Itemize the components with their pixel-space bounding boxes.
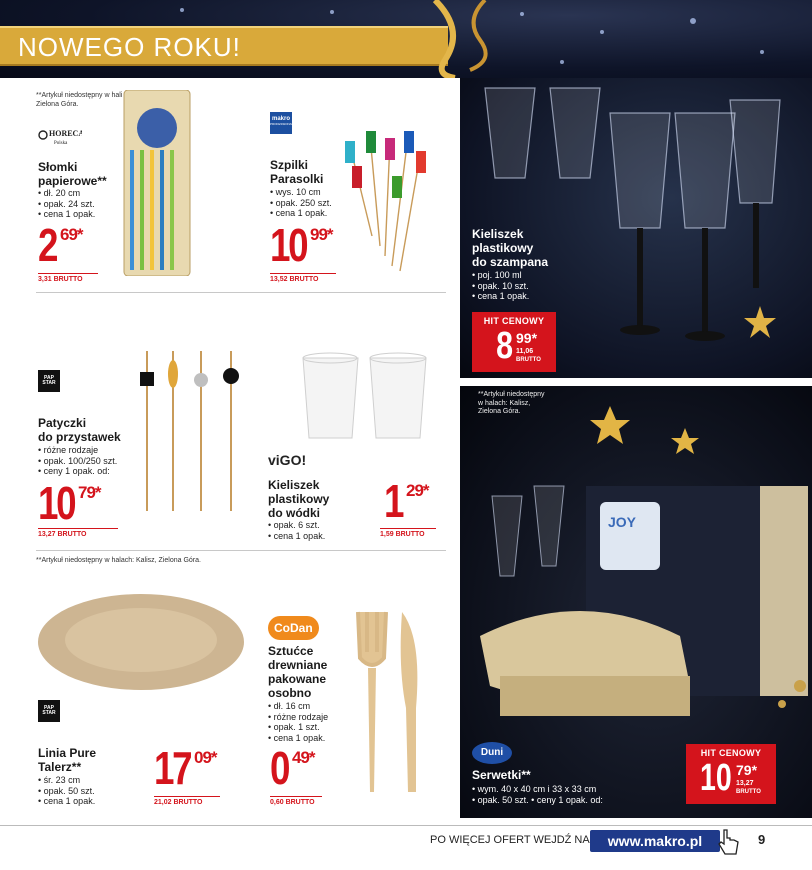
svg-text:HORECA: HORECA	[49, 129, 82, 138]
hit-badge-label: HIT CENOWY	[483, 316, 545, 326]
price-integer: 1	[384, 475, 403, 527]
product-title: Serwetki**	[472, 768, 531, 782]
product-bullets	[472, 784, 603, 805]
note-line: **Artykuł niedostępny	[478, 391, 545, 398]
availability-note: **Artykuł niedostępny w halach: Kalisz, Zielona Góra.	[36, 557, 201, 564]
product-title-line: do przystawek	[38, 430, 121, 444]
price	[270, 219, 333, 271]
price-decimal: 29*	[406, 481, 429, 500]
gross-label: BRUTTO	[516, 357, 541, 363]
product-title-line: do wódki	[268, 506, 320, 520]
price-integer: 0	[270, 742, 289, 794]
product-title	[38, 160, 107, 188]
bullet-item: • cena 1 opak.	[270, 208, 332, 219]
price-decimal: 49*	[292, 748, 315, 767]
gross-value: 13,27	[736, 780, 754, 787]
price-integer: 10	[38, 477, 75, 529]
product-title-line: Słomki	[38, 160, 78, 174]
product-title-line: Talerz**	[38, 760, 82, 774]
hit-badge-label: HIT CENOWY	[700, 748, 762, 758]
price-decimal: 99*	[310, 225, 333, 244]
page-number: 9	[758, 832, 766, 847]
bullet-item: • cena 1 opak.	[268, 531, 325, 542]
product-bullets	[38, 188, 95, 220]
bullet-item: • opak. 10 szt.	[472, 281, 529, 292]
product-title	[268, 478, 329, 520]
divider	[36, 550, 446, 551]
papstar-logo	[38, 700, 60, 722]
price-decimal: 79*	[736, 762, 758, 778]
bullet-item: • opak. 1 szt.	[268, 722, 328, 733]
makro-logo-sub: PROFESSIONAL	[270, 122, 294, 126]
papstar-logo-text: PAP STAR	[42, 375, 56, 386]
bullet-item: • poj. 100 ml	[472, 270, 529, 281]
gross-label: BRUTTO	[736, 789, 761, 795]
bullet-item: • ceny 1 opak. od:	[38, 466, 117, 477]
price-integer: 10	[700, 757, 732, 799]
bullet-item: • opak. 100/250 szt.	[38, 456, 117, 467]
product-title-line: papierowe**	[38, 174, 107, 188]
bullet-item: • cena 1 opak.	[268, 733, 328, 744]
product-title-line: osobno	[268, 686, 312, 700]
bullet-item: • wym. 40 x 40 cm i 33 x 33 cm	[472, 784, 603, 795]
note-line: w halach: Kalisz,	[478, 399, 531, 407]
bullet-item: • opak. 50 szt.	[38, 786, 95, 797]
product-title-line: Kieliszek	[268, 478, 320, 492]
product-title	[472, 227, 548, 269]
gold-ribbon-graphic	[425, 0, 505, 78]
price-decimal: 79*	[78, 483, 101, 502]
price-integer: 2	[38, 219, 57, 271]
bullet-item: • różne rodzaje	[268, 712, 328, 723]
footer-text: PO WIĘCEJ OFERT WEJDŹ NA	[430, 834, 590, 846]
duni-logo: Duni	[472, 742, 512, 764]
product-title-line: pakowane	[268, 672, 327, 686]
availability-note: **Artykuł niedostępny w hali Zielona Góra.	[36, 92, 123, 108]
availability-note	[478, 391, 545, 417]
bullet-item: • dł. 20 cm	[38, 188, 95, 199]
umbrella-picks-image	[330, 126, 430, 276]
vigo-logo: viGO!	[268, 452, 307, 468]
product-title-line: plastikowy	[268, 492, 330, 506]
bullet-item: • różne rodzaje	[38, 445, 117, 456]
paper-plate-image	[36, 592, 246, 692]
bullet-item: • opak. 50 szt. • ceny 1 opak. od:	[472, 795, 603, 806]
price	[384, 475, 429, 527]
product-title-line: drewniane	[268, 658, 328, 672]
price	[270, 742, 315, 794]
makro-logo	[270, 112, 292, 134]
product-title-line: Patyczki	[38, 416, 87, 430]
product-title-line: Kieliszek	[472, 227, 524, 241]
gross-price: 21,02 BRUTTO	[154, 796, 220, 806]
makro-logo-text: makro	[271, 116, 290, 122]
product-title-line: Parasolki	[270, 172, 324, 186]
gross-price: 13,52 BRUTTO	[270, 273, 336, 283]
bullet-item: • cena 1 opak.	[38, 796, 95, 807]
divider	[36, 292, 446, 293]
gross-price: 0,60 BRUTTO	[270, 796, 322, 806]
product-title-line: Szpilki	[270, 158, 309, 172]
product-bullets	[270, 187, 332, 219]
bullet-item: • dł. 16 cm	[268, 701, 328, 712]
price-decimal: 99*	[516, 330, 538, 346]
gross-price: 1,59 BRUTTO	[380, 528, 436, 538]
price	[38, 477, 101, 529]
shot-glasses-image	[298, 350, 438, 446]
product-bullets	[38, 775, 95, 807]
product-bullets	[472, 270, 529, 302]
hit-price	[494, 326, 515, 366]
paper-straws-image	[120, 90, 194, 276]
price-integer: 17	[154, 742, 191, 794]
appetizer-picks-image	[135, 346, 245, 516]
bullet-item: • opak. 250 szt.	[270, 198, 332, 209]
gross-price: 13,27 BRUTTO	[38, 528, 118, 538]
hit-price-badge	[472, 312, 556, 372]
page-title: NOWEGO ROKU!	[18, 32, 241, 62]
website-link[interactable]: www.makro.pl	[590, 830, 720, 852]
product-title	[270, 158, 323, 186]
price	[38, 219, 83, 271]
papstar-logo-text: PAP STAR	[42, 705, 56, 716]
price-integer: 8	[496, 325, 514, 367]
footer-divider	[0, 825, 812, 826]
product-title	[38, 416, 121, 444]
price-decimal: 09*	[194, 748, 217, 767]
hand-cursor-icon	[716, 828, 742, 856]
codan-logo: CoDan	[268, 616, 319, 640]
bullet-item: • opak. 24 szt.	[38, 199, 95, 210]
product-title-line: Sztućce	[268, 644, 314, 658]
product-bullets	[268, 701, 328, 743]
note-line: Zielona Góra.	[478, 408, 521, 415]
horeca-logo	[38, 126, 82, 146]
product-title-line: plastikowy	[472, 241, 534, 255]
napkin-pack-label: JOY	[608, 514, 637, 530]
title-bar	[0, 26, 448, 66]
bullet-item: • wys. 10 cm	[270, 187, 332, 198]
product-title-line: Linia Pure	[38, 746, 97, 760]
bullet-item: • opak. 6 szt.	[268, 520, 325, 531]
papstar-logo	[38, 370, 60, 392]
svg-text:Polska: Polska	[54, 141, 68, 146]
price-decimal: 69*	[60, 225, 83, 244]
gross-value: 11,06	[516, 348, 534, 355]
bullet-item: • cena 1 opak.	[38, 209, 95, 220]
price-integer: 10	[270, 219, 307, 271]
wooden-cutlery-image	[350, 608, 430, 794]
gross-price: 3,31 BRUTTO	[38, 273, 98, 283]
product-bullets	[38, 445, 117, 477]
price	[154, 742, 217, 794]
product-title	[268, 644, 327, 700]
product-bullets	[268, 520, 325, 541]
product-title	[38, 746, 96, 774]
product-title-line: do szampana	[472, 255, 549, 269]
bullet-item: • śr. 23 cm	[38, 775, 95, 786]
bullet-item: • cena 1 opak.	[472, 291, 529, 302]
hit-price-badge	[686, 744, 776, 804]
